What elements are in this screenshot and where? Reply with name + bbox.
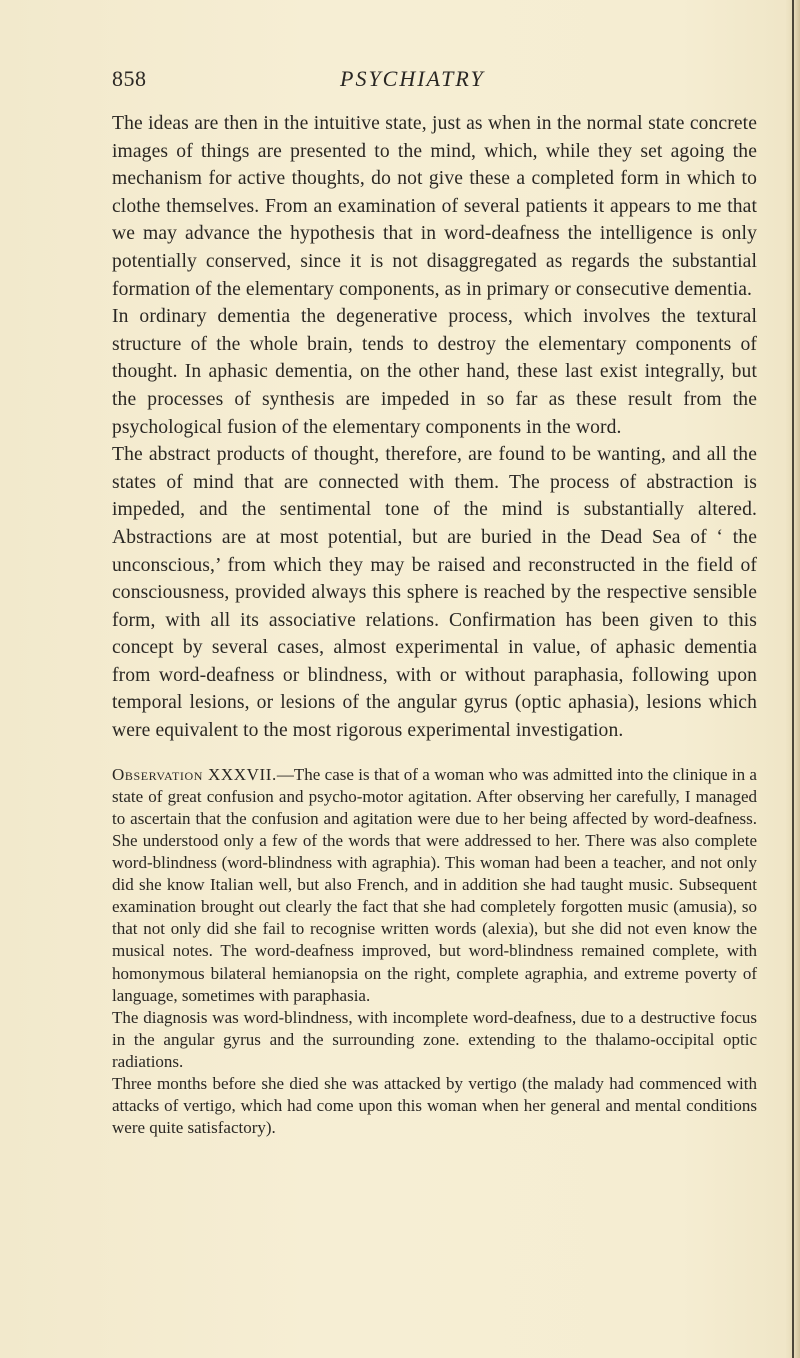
body-paragraph-1: The ideas are then in the intuitive state, just as when in the normal state concrete images of things are presented to the mind, which, while they set agoing the mechanism for active thoughts, do not give these a completed form in which to clothe themselves. From an examination of several patients it appears to me that we may advance the hypothesis that in word-deafness the intelligence is only potentially conserved, since it is not disaggregated as regards the substantial formation of the elementary components, as in primary or consecutive dementia.	[112, 113, 757, 300]
running-head: PSYCHIATRY	[340, 66, 485, 91]
observation-label: Observation XXXVII.	[112, 764, 277, 784]
section-gap	[112, 745, 757, 764]
observation-paragraph-2: The diagnosis was word-blindness, with incomplete word-deafness, due to a destructive focus in the angular gyrus and the surrounding zone. extending to the thalamo-occipital optic radiations.	[112, 1007, 757, 1071]
observation-text-1: —The case is that of a woman who was admitted into the clinique in a state of great confusion and psycho-motor agitation. After observing her carefully, I managed to ascertain that the confusion and agitation were due to her being affected by word-deafness. She understood only a few of the words that were addressed to her. There was also complete word-blindness (word-blindness with agraphia). This woman had been a teacher, and not only did she know Italian well, but also French, and in addition she had taught music. Subsequent examination brought out clearly the fact that she had completely forgotten music (amusia), so that not only did she fail to recognise written words (alexia), but she did not even know the musical notes. The word-deafness improved, but word-blindness remained complete, with homonymous bilateral hemianopsia on the right, complete agraphia, and extreme poverty of language, sometimes with paraphasia.	[112, 764, 757, 1005]
body-paragraph-3: The abstract products of thought, therefore, are found to be wanting, and all the states of mind that are connected with them. The process of abstraction is impeded, and the sentimental tone of the mind is substantially altered. Abstractions are at most potential, but are buried in the Dead Sea of ‘ the unconscious,’ from which they may be raised and reconstructed in the field of consciousness, provided always this sphere is reached by the respective sensible form, with all its associative relations. Confirmation has been given to this concept by several cases, almost experimental in value, of aphasic dementia from word-deafness or blindness, with or without paraphasia, following upon temporal lesions, or lesions of the angular gyrus (optic aphasia), lesions which were equivalent to the most rigorous experimental investigation.	[112, 444, 757, 742]
observation-paragraph-1	[112, 764, 757, 1007]
page-edge-line	[792, 0, 794, 1358]
observation-paragraph-3: Three months before she died she was attacked by vertigo (the malady had commenced with attacks of vertigo, which had come upon this woman when her general and mental conditions were quite satisfactory).	[112, 1073, 757, 1138]
page-header	[112, 66, 752, 98]
page-number: 858	[112, 66, 147, 91]
page-content	[112, 110, 757, 1139]
body-paragraph-2: In ordinary dementia the degenerative process, which involves the textural structure of the whole brain, tends to destroy the elementary components of thought. In aphasic dementia, on the other hand, these last exist integrally, but the processes of synthesis are impeded in so far as these result from the psychological fusion of the elementary components in the word.	[112, 306, 757, 438]
